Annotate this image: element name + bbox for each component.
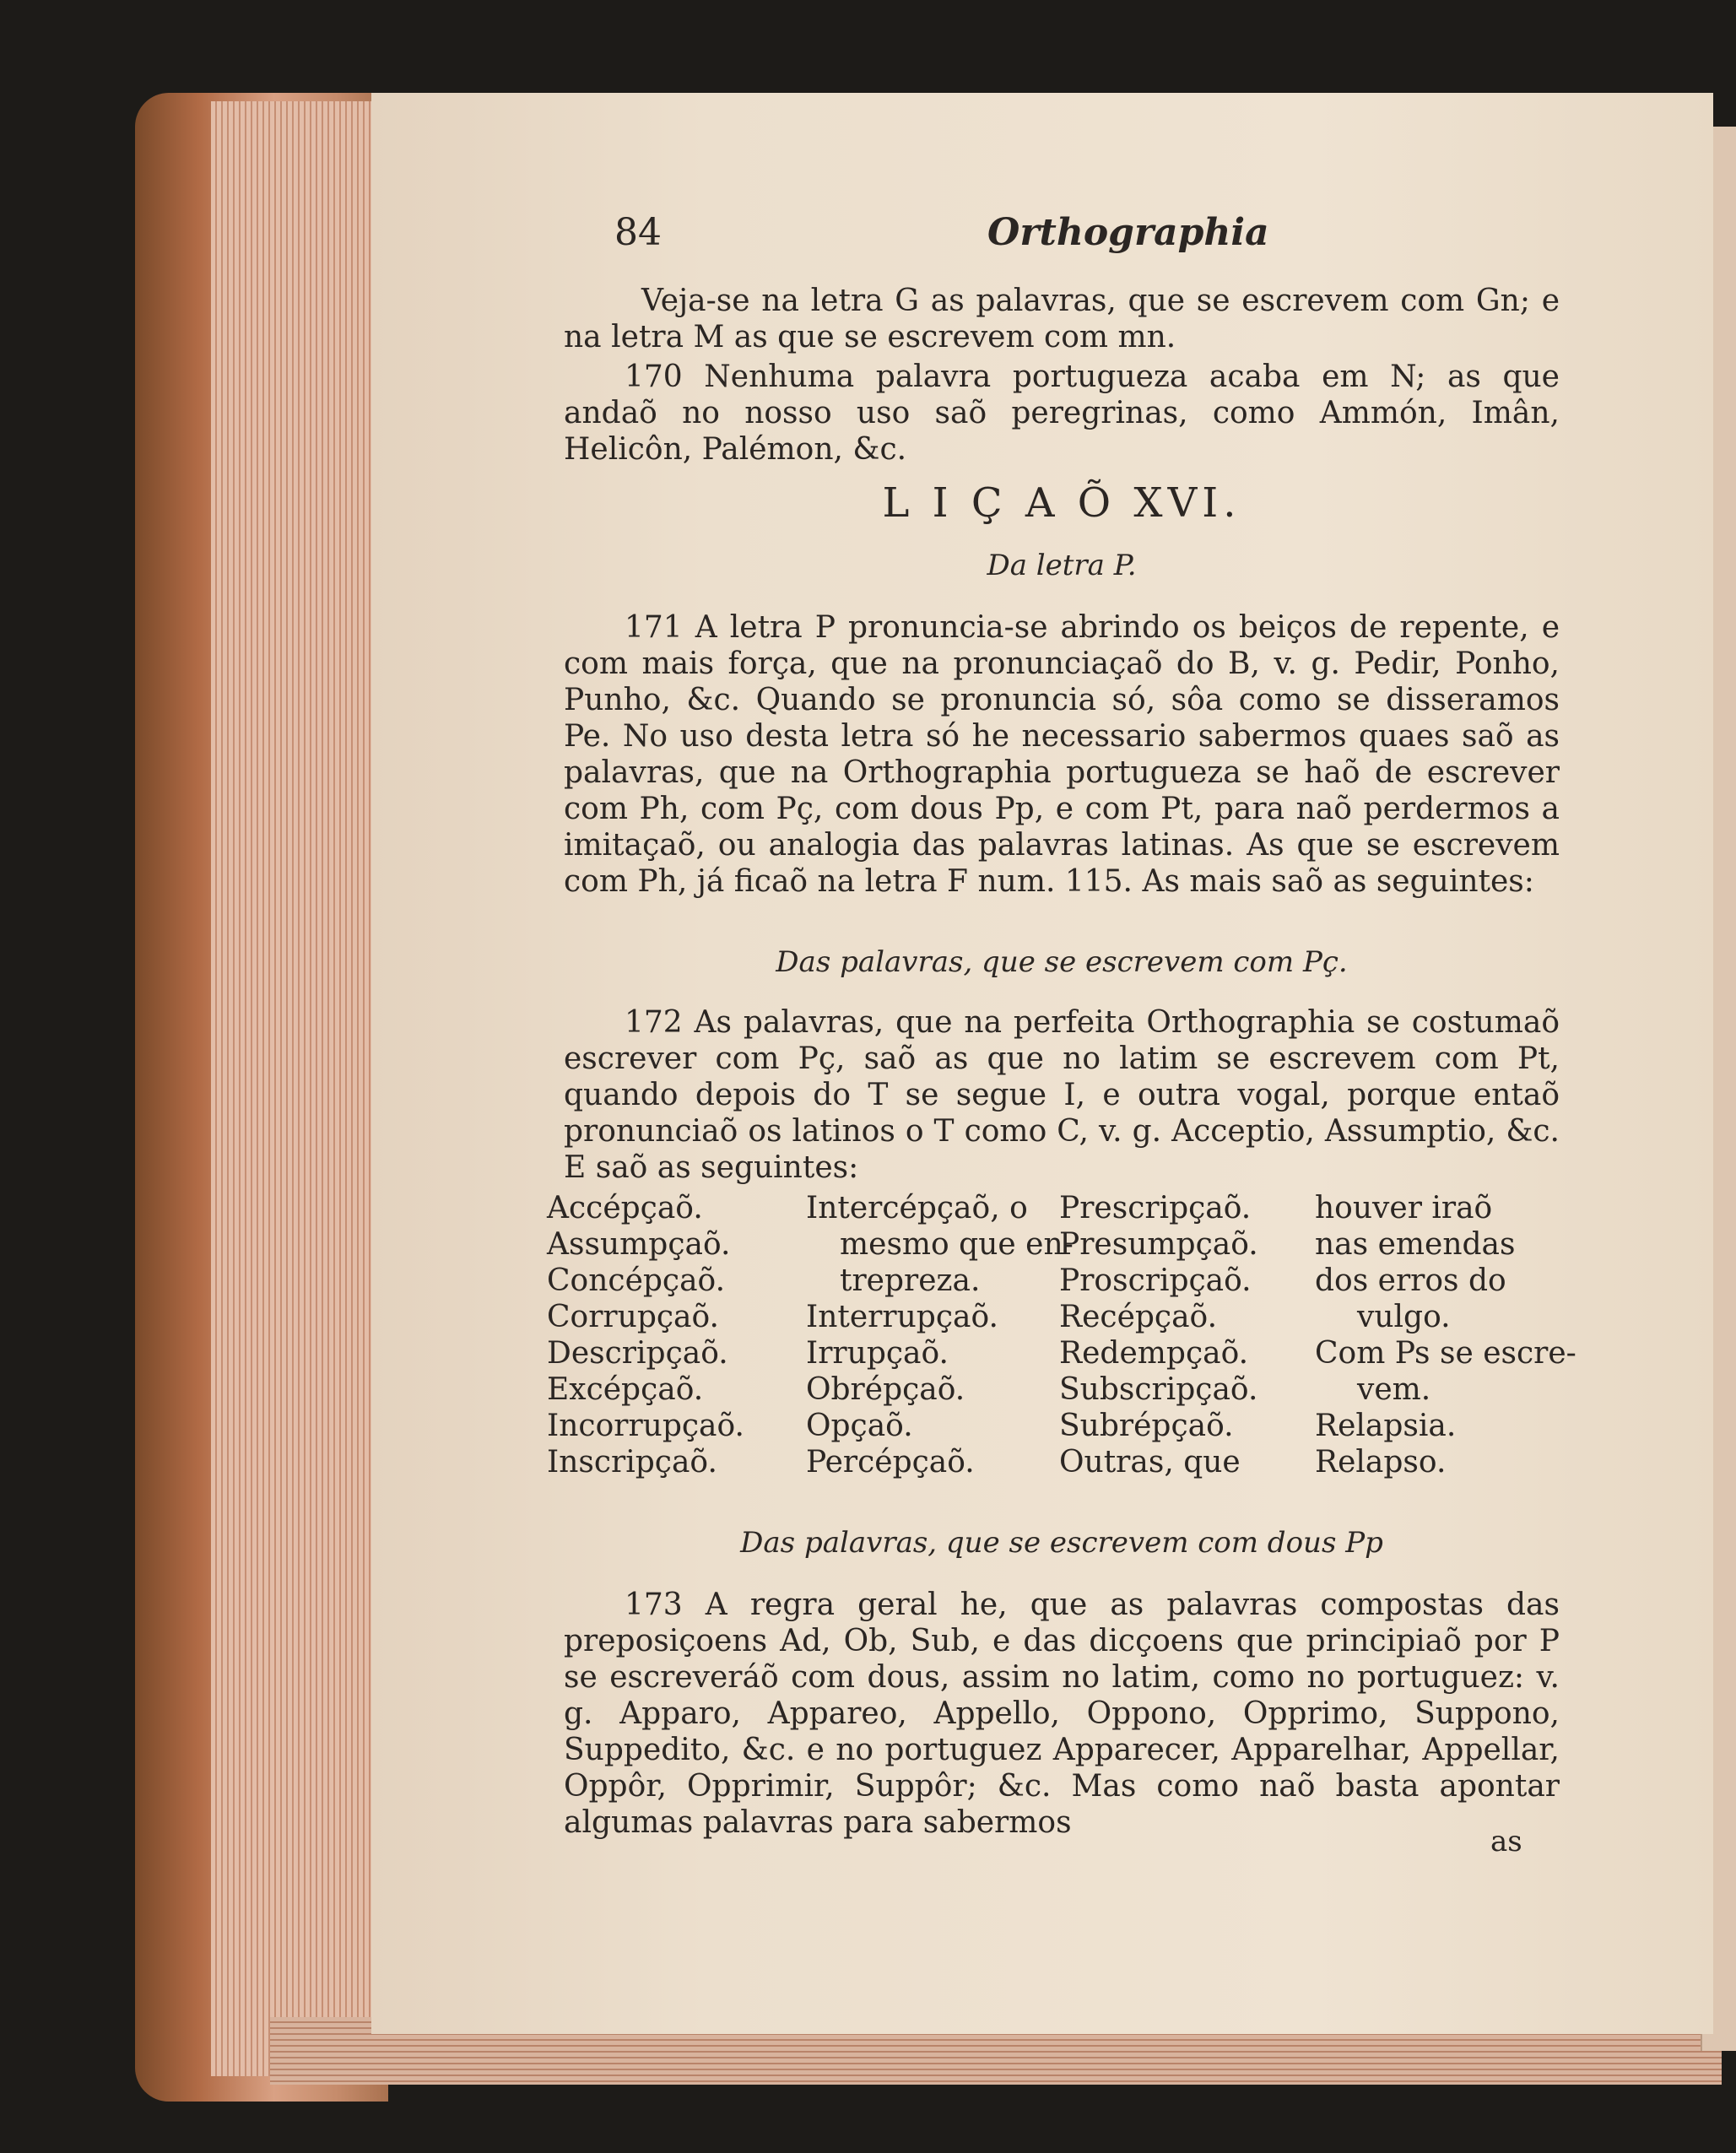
word-item: Concépçaõ.	[547, 1263, 726, 1298]
word-item: Redempçaõ.	[1059, 1336, 1249, 1371]
page-number: 84	[614, 211, 662, 254]
paragraph-170: 170 Nenhuma palavra portugueza acaba em N; as que andaõ no nosso uso saõ peregrinas, como Ammón, Imân, Helicôn, Palémon, &c.	[564, 360, 1560, 467]
word-item: Relapso.	[1315, 1445, 1447, 1480]
word-item: Excépçaõ.	[547, 1372, 704, 1407]
word-item: Com Ps se escre-	[1315, 1336, 1576, 1371]
lesson-subtitle: Da letra P.	[987, 549, 1137, 582]
word-item: Descripçaõ.	[547, 1336, 728, 1371]
word-item: Interrupçaõ.	[806, 1300, 998, 1334]
paragraph-172: 172 As palavras, que na perfeita Orthographia se costumaõ escrever com Pç, saõ as que no latim se escrevem com Pt, quando depois do T se segue I, e outra vogal, porque entaõ pronunciaõ os latinos o T como C, v. g. Acceptio, Assumptio, &c. E saõ as seguintes:	[564, 1005, 1560, 1185]
word-column-2	[806, 1190, 1074, 1480]
word-item: Obrépçaõ.	[806, 1372, 965, 1407]
word-item: Irrupçaõ.	[806, 1336, 949, 1371]
word-item: vem.	[1357, 1372, 1431, 1407]
word-item: Intercépçaõ, o	[806, 1191, 1028, 1225]
word-item: trepreza.	[840, 1263, 981, 1298]
word-item: Proscripçaõ.	[1059, 1263, 1252, 1298]
word-item: Recépçaõ.	[1059, 1300, 1218, 1334]
word-item: vulgo.	[1357, 1300, 1451, 1334]
word-item: Inscripçaõ.	[547, 1445, 717, 1480]
word-item: Accépçaõ.	[547, 1191, 703, 1225]
paragraph-173: 173 A regra geral he, que as palavras compostas das preposiçoens Ad, Ob, Sub, e das dicçoens que principiaõ por P se escreveráõ com dous, assim no latim, como no portuguez: v. g. Apparo, Appareo, Appello, Oppono, Opprimo, Suppono, Suppedito, &c. e no portuguez Apparecer, Apparelhar, Appellar, Oppôr, Opprimir, Suppôr; &c. Mas como naõ basta apontar algumas palavras para sabermos	[564, 1588, 1560, 1840]
running-head: Orthographia	[987, 211, 1269, 254]
word-column-4	[1315, 1190, 1576, 1480]
word-item: Subscripçaõ.	[1059, 1372, 1258, 1407]
paragraph-veja-se: Veja-se na letra G as palavras, que se escrevem com Gn; e na letra M as que se escrevem com mn.	[564, 284, 1560, 354]
word-item: Relapsia.	[1315, 1409, 1457, 1443]
word-column-1	[547, 1190, 744, 1480]
catchword: as	[1490, 1825, 1522, 1858]
heading-pp: Das palavras, que se escrevem com dous Pp	[740, 1526, 1383, 1560]
word-item: Prescripçaõ.	[1059, 1191, 1252, 1225]
word-item: dos erros do	[1315, 1263, 1506, 1298]
word-item: Opçaõ.	[806, 1409, 913, 1443]
paragraph-171: 171 A letra P pronuncia-se abrindo os beiços de repente, e com mais força, que na pronunciaçaõ do B, v. g. Pedir, Ponho, Punho, &c. Quando se pronuncia só, sôa como se disseramos Pe. No uso desta letra só he necessario sabermos quaes saõ as palavras, que na Orthographia portugueza se haõ de escrever com Ph, com Pç, com dous Pp, e com Pt, para naõ perdermos a imitaçaõ, ou analogia das palavras latinas. As que se escrevem com Ph, já ficaõ na letra F num. 115. As mais saõ as seguintes:	[564, 610, 1560, 899]
word-item: Presumpçaõ.	[1059, 1227, 1258, 1262]
lesson-title: L I Ç A Õ XVI.	[882, 479, 1241, 527]
word-column-3	[1059, 1190, 1258, 1480]
word-item: houver iraõ	[1315, 1191, 1493, 1225]
word-item: Incorrupçaõ.	[547, 1409, 744, 1443]
word-item: Subrépçaõ.	[1059, 1409, 1234, 1443]
word-item: nas emendas	[1315, 1227, 1516, 1262]
word-item: Percépçaõ.	[806, 1445, 975, 1480]
word-item: Corrupçaõ.	[547, 1300, 719, 1334]
word-item: mesmo que en-	[840, 1227, 1074, 1262]
word-item: Outras, que	[1059, 1445, 1241, 1480]
heading-pc: Das palavras, que se escrevem com Pç.	[776, 945, 1348, 979]
word-item: Assumpçaõ.	[547, 1227, 731, 1262]
